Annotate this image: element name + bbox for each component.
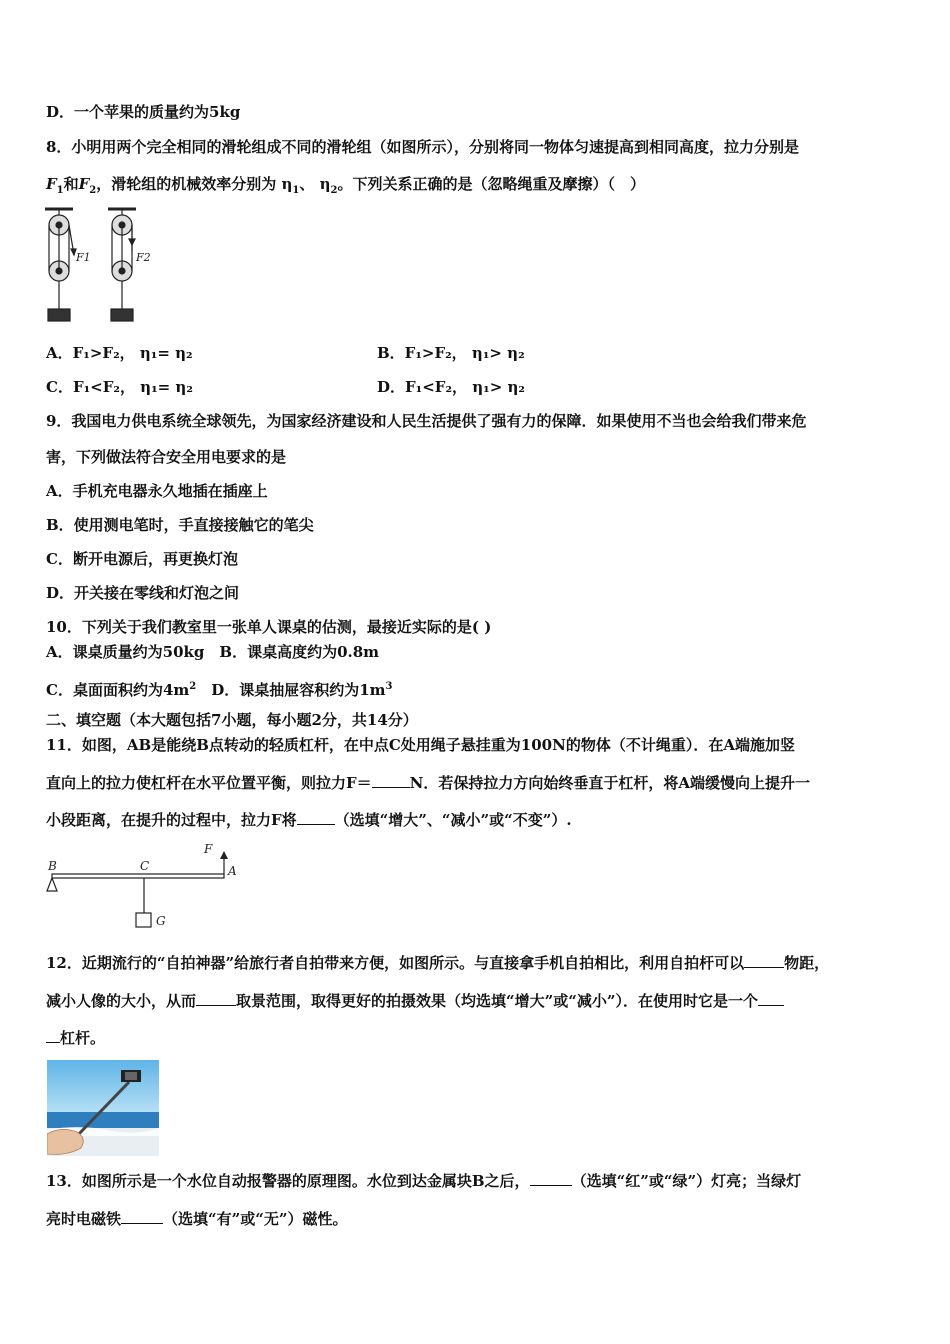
lever-label-b: B (48, 859, 57, 873)
q12-blank-3b[interactable] (46, 1028, 60, 1043)
q11-line1: 11．如图，AB是能绕B点转动的轻质杠杆，在中点C处用绳子悬挂重为100N的物体（不计绳重）．在A端施加竖 (46, 736, 795, 754)
q12-blank-1[interactable] (744, 953, 784, 968)
q12-line2: 减小人像的大小，从而 取景范围，取得更好的拍摄效果（均选填“增大”或“减小”）．在使用时它是一个 (46, 991, 784, 1011)
lever-figure (44, 843, 244, 931)
q9-option-b: B．使用测电笔时，手直接接触它的笔尖 (46, 516, 314, 534)
pulley-label-f1: F1 (76, 251, 91, 264)
q9-option-a: A．手机充电器永久地插在插座上 (46, 482, 268, 500)
lever-label-f: F (204, 843, 213, 856)
q9-stem-line1: 9．我国电力供电系统全球领先，为国家经济建设和人民生活提供了强有力的保障．如果使用不当也会给我们带来危 (46, 412, 807, 430)
q11-line3: 小段距离，在提升的过程中，拉力F将 （选填“增大”、“减小”或“不变”）. (46, 811, 572, 829)
lever-label-c: C (140, 859, 150, 873)
q13-line2: 亮时电磁铁 （选填“有”或“无”）磁性。 (46, 1210, 348, 1228)
selfie-stick-photo (47, 1060, 159, 1156)
q12-line3: 杠杆。 (46, 1028, 105, 1048)
q12-blank-2[interactable] (196, 991, 236, 1006)
q13-blank-1[interactable] (530, 1171, 572, 1186)
q11-line2: 直向上的拉力使杠杆在水平位置平衡，则拉力F＝ N．若保持拉力方向始终垂直于杠杆，将A端缓慢向上提升一 (46, 774, 811, 792)
pulley-label-f2: F2 (136, 251, 151, 264)
q8-stem-line1: 8．小明用两个完全相同的滑轮组成不同的滑轮组（如图所示），分别将同一物体匀速提高到相同高度，拉力分别是 (46, 138, 799, 156)
q12-blank-3a[interactable] (758, 991, 784, 1006)
lever-label-a: A (228, 864, 237, 878)
q8-option-b: B．F₁>F₂， η₁> η₂ (377, 344, 525, 362)
q9-stem-line2: 害，下列做法符合安全用电要求的是 (46, 448, 287, 466)
q10-stem: 10．下列关于我们教室里一张单人课桌的估测，最接近实际的是( ) (46, 618, 492, 636)
section2-title: 二、填空题（本大题包括7小题，每小题2分，共14分） (46, 711, 418, 729)
q8-option-d: D．F₁<F₂， η₁> η₂ (377, 378, 525, 396)
q8-stem-line2: $F_1$和$F_2$，滑轮组的机械效率分别为 $\eta_1$、 $\eta_2$。下列关系正确的是（忽略绳重及摩擦）（ ） (46, 175, 645, 196)
q9-option-d: D．开关接在零线和灯泡之间 (46, 584, 240, 602)
q10-options-ab: A．课桌质量约为50kg B．课桌高度约为0.8m (46, 643, 380, 661)
q8-option-c: C．F₁<F₂， η₁= η₂ (46, 378, 193, 396)
lever-label-g: G (156, 914, 166, 928)
q10-options-cd: C．桌面面积约为$4m^2$ D．课桌抽屉容积约为$1m^3$ (46, 681, 393, 699)
q13-blank-2[interactable] (121, 1209, 163, 1224)
q13-line1: 13．如图所示是一个水位自动报警器的原理图。水位到达金属块B之后， （选填“红”或“绿”）灯亮；当绿灯 (46, 1172, 802, 1190)
q12-line1: 12．近期流行的“自拍神器”给旅行者自拍带来方便，如图所示。与直接拿手机自拍相比，利用自拍杆可以 物距， (46, 954, 830, 972)
q8-option-a: A．F₁>F₂， η₁= η₂ (46, 344, 193, 362)
q7-option-d: D．一个苹果的质量约为5kg (46, 103, 241, 121)
q11-blank-1[interactable] (372, 773, 410, 788)
q11-blank-2[interactable] (297, 810, 335, 825)
pulley-figure (40, 205, 160, 327)
q9-option-c: C．断开电源后，再更换灯泡 (46, 550, 238, 568)
